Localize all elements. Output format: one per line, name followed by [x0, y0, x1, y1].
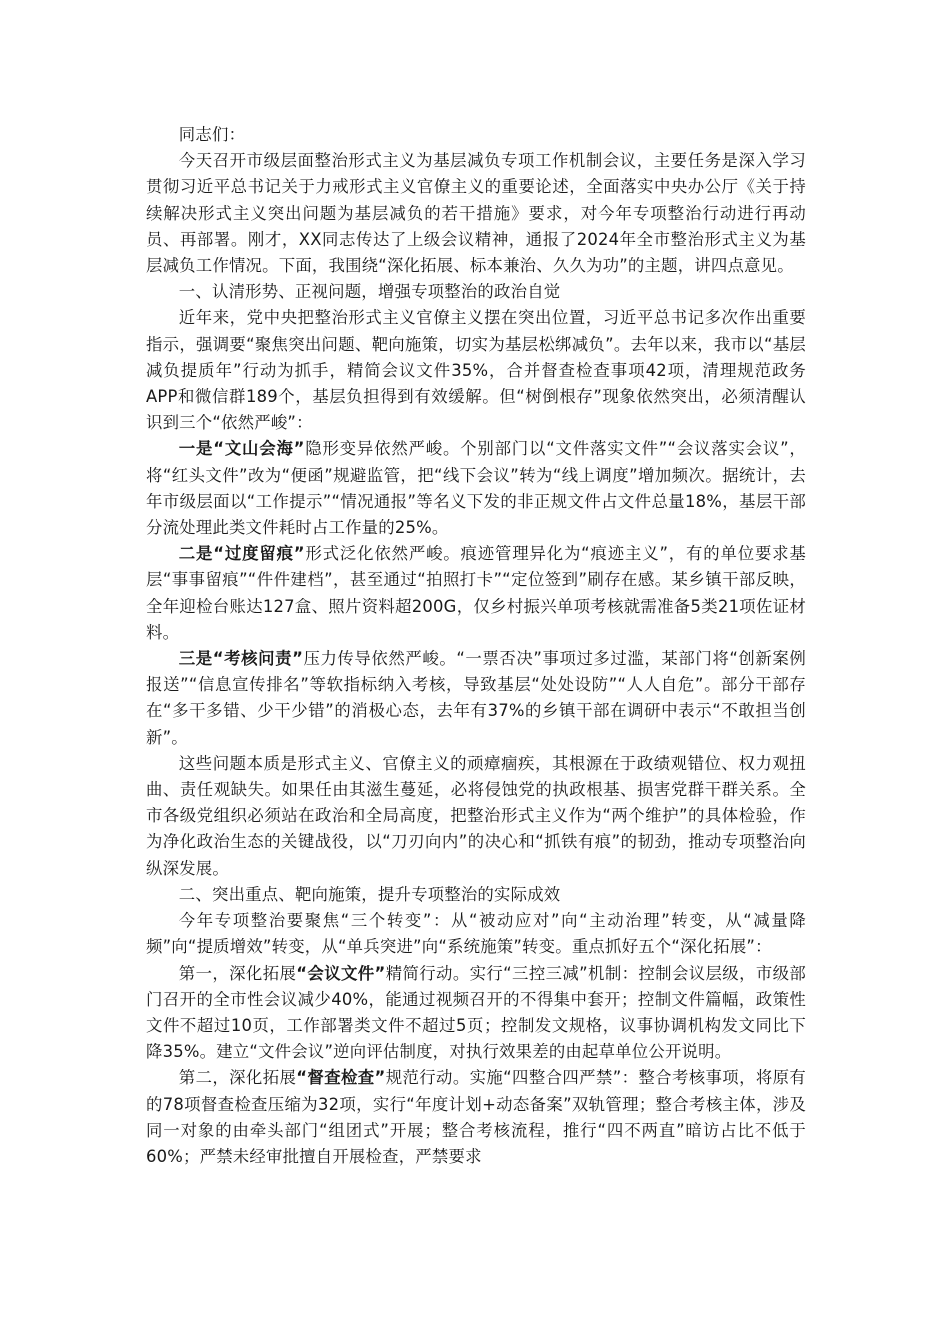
section-1-item-1: [146, 436, 806, 541]
section-2-item-1: [146, 961, 806, 1066]
item-lead: “会议文件”: [296, 963, 386, 983]
section-1-heading: 一、认清形势、正视问题，增强专项整治的政治自觉: [178, 282, 561, 302]
section-1-paragraph-5: 这些问题本质是形式主义、官僚主义的顽瘴痼疾，其根源在于政绩观错位、权力观扭曲、责任观缺失。如果任由其滋生蔓延，必将侵蚀党的执政根基、损害党群干群关系。全市各级党组织必须站在政治和全局高度，把整治形式主义作为“两个维护”的具体检验，作为净化政治生态的关键战役，以“刀刃向内”的决心和“抓铁有痕”的韧劲，推动专项整治向纵深发展。: [146, 753, 806, 878]
item-text: 规范行动。实施“四整合四严禁”：整合考核事项，将原有的78项督查检查压缩为32项，实行“年度计划+动态备案”双轨管理；整合考核主体，涉及同一对象的由牵头部门“组团式”开展；整合考核流程，推行“四不两直”暗访占比不低于60%；严禁未经审批擅自开展检查，严禁要求: [146, 1068, 807, 1166]
item-lead: “督查检查”: [296, 1068, 386, 1088]
section-1-item-3: [146, 646, 806, 751]
section-2-paragraph-1: 今年专项整治要聚焦“三个转变”：从“被动应对”向“主动治理”转变，从“减量降频”向“提质增效”转变，从“单兵突进”向“系统施策”转变。重点抓好五个“深化拓展”：: [146, 911, 806, 957]
item-prefix: 第一，深化拓展: [178, 963, 297, 983]
speech-document: [146, 122, 806, 1170]
section-1-item-2: [146, 541, 806, 646]
item-text: 压力传导依然严峻。“一票否决”事项过多过滥，某部门将“创新案例报送”“信息宣传排名”等软指标纳入考核，导致基层“处处设防”“人人自危”。部分干部存在“多干多错、少干少错”的消极心态，去年有37%的乡镇干部在调研中表示“不敢担当创新”。: [146, 649, 806, 747]
intro-paragraph: 今天召开市级层面整治形式主义为基层减负专项工作机制会议，主要任务是深入学习贯彻习近平总书记关于力戒形式主义官僚主义的重要论述，全面落实中央办公厅《关于持续解决形式主义突出问题为基层减负的若干措施》要求，对今年专项整治行动进行再动员、再部署。刚才，XX同志传达了上级会议精神，通报了2024年全市整治形式主义为基层减负工作情况。下面，我围绕“深化拓展、标本兼治、久久为功”的主题，讲四点意见。: [146, 151, 806, 276]
salutation: 同志们：: [178, 125, 246, 144]
section-2-heading: 二、突出重点、靶向施策，提升专项整治的实际成效: [178, 884, 561, 904]
section-1-paragraph-1: 近年来，党中央把整治形式主义官僚主义摆在突出位置，习近平总书记多次作出重要指示，强调要“聚焦突出问题、靶向施策，切实为基层松绑减负”。去年以来，我市以“基层减负提质年”行动为抓手，精简会议文件35%，合并督查检查事项42项，清理规范政务APP和微信群189个，基层负担得到有效缓解。但“树倒根存”现象依然突出，必须清醒认识到三个“依然严峻”：: [146, 308, 806, 433]
item-text: 精简行动。实行“三控三减”机制：控制会议层级，市级部门召开的全市性会议减少40%，能通过视频召开的不得集中套开；控制文件篇幅，政策性文件不超过10页，工作部署类文件不超过5页；控制发文规格，议事协调机构发文同比下降35%。建立“文件会议”逆向评估制度，对执行效果差的由起草单位公开说明。: [146, 963, 807, 1062]
section-2-item-2: [146, 1065, 806, 1170]
item-lead: 二是“过度留痕”: [178, 544, 305, 564]
item-lead: 一是“文山会海”: [178, 439, 305, 459]
item-lead: 三是“考核问责”: [178, 649, 304, 669]
item-text: 隐形变异依然严峻。个别部门以“文件落实文件”“会议落实会议”，将“红头文件”改为“便函”规避监管，把“线下会议”转为“线上调度”增加频次。据统计，去年市级层面以“工作提示”“情况通报”等名义下发的非正规文件占文件总量18%，基层干部分流处理此类文件耗时占工作量的25%。: [146, 439, 806, 538]
item-prefix: 第二，深化拓展: [178, 1068, 297, 1088]
item-text: 形式泛化依然严峻。痕迹管理异化为“痕迹主义”，有的单位要求基层“事事留痕”“件件建档”，甚至通过“拍照打卡”“定位签到”刷存在感。某乡镇干部反映，全年迎检台账达127盒、照片资料超200G，仅乡村振兴单项考核就需准备5类21项佐证材料。: [146, 544, 806, 642]
